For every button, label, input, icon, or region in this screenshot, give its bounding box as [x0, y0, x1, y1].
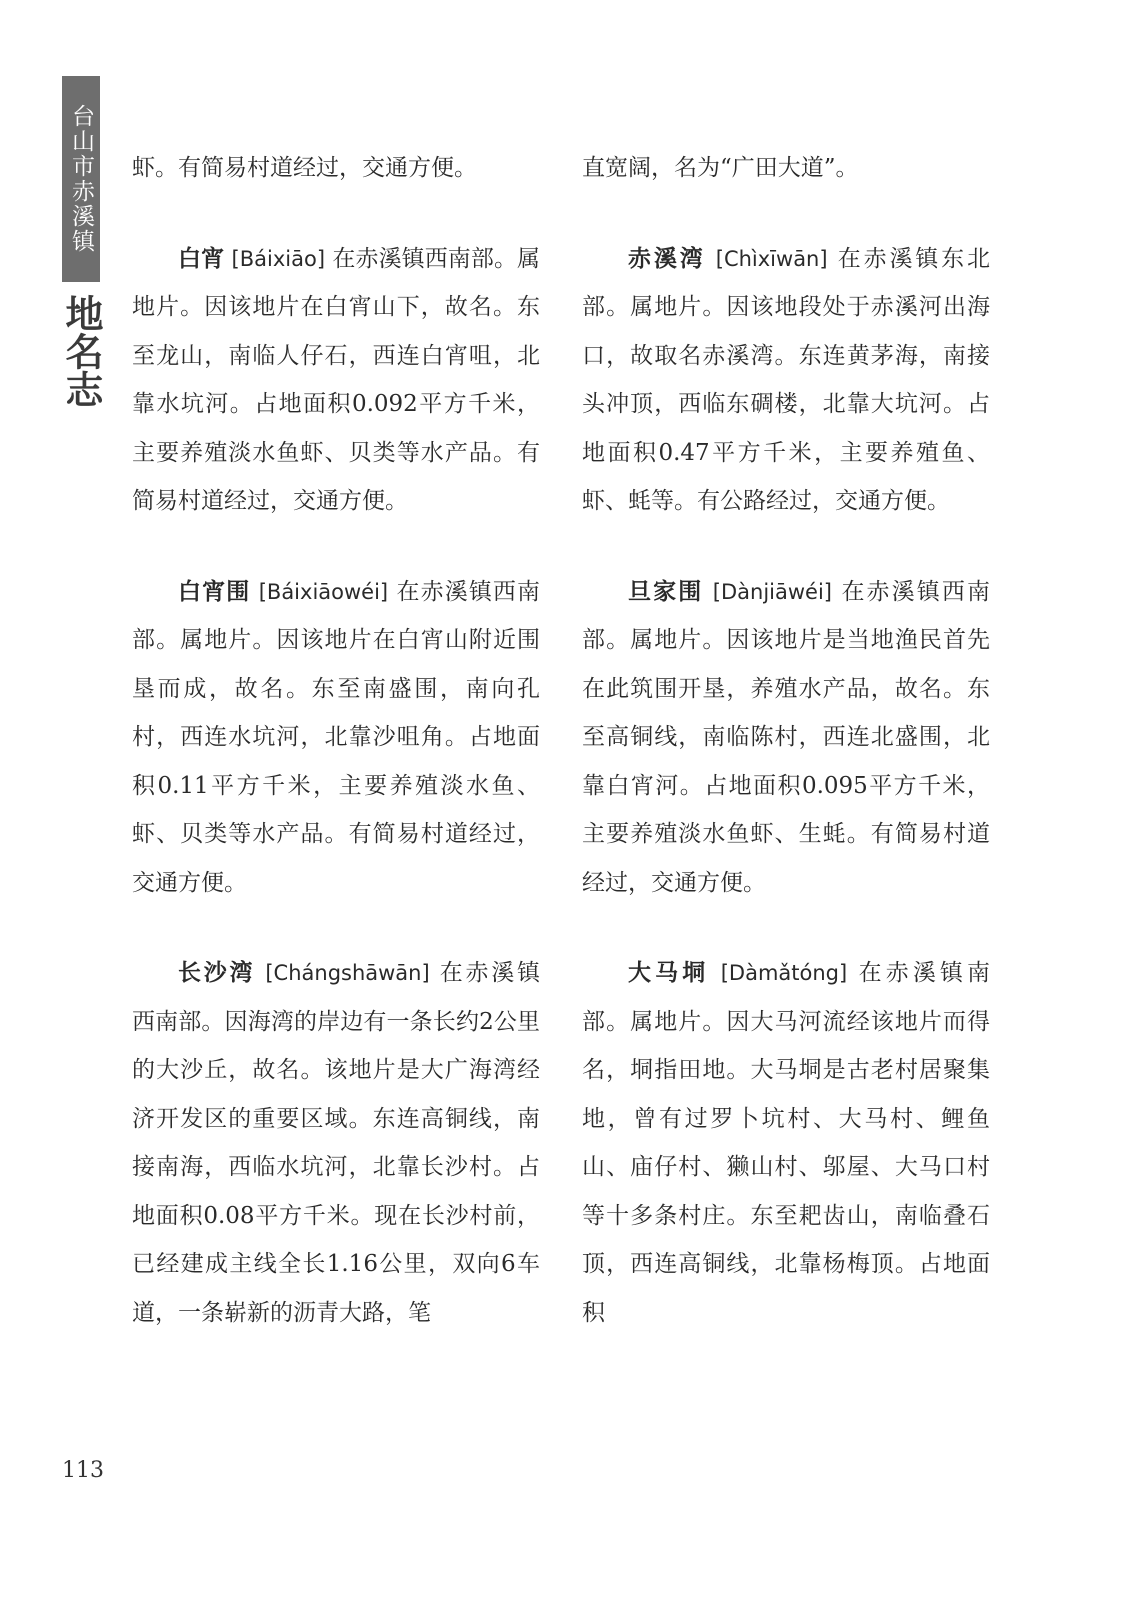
entry-changshawan — [132, 949, 540, 1337]
entry-danjiawei — [582, 568, 990, 908]
entry-name: 旦家围 — [628, 577, 704, 605]
continuation-text: 虾。有简易村道经过，交通方便。 — [132, 155, 477, 181]
page-number: 113 — [62, 1458, 104, 1483]
entry-baixiaowei — [132, 568, 540, 908]
entry-name: 长沙湾 — [178, 959, 256, 986]
entry-name: 赤溪湾 — [628, 244, 706, 272]
entry-pinyin: [Báixiāowéi] — [258, 579, 389, 604]
entry-name: 白宵 — [178, 244, 225, 272]
entry-body: 在赤溪镇西南部。属地片。因该地片在白宵山下，故名。东至龙山，南临人仔石，西连白宵咀，北靠水坑河。占地面积0.092平方千米，主要养殖淡水鱼虾、贝类等水产品。有简易村道经过，交通方便。 — [132, 245, 541, 514]
entry-body: 在赤溪镇西南部。属地片。因该地片是当地渔民首先在此筑围开垦，养殖水产品，故名。东至高铜线，南临陈村，西连北盛围，北靠白宵河。占地面积0.095平方千米，主要养殖淡水鱼虾、生蚝。有简易村道经过，交通方便。 — [582, 578, 991, 896]
entry-body: 在赤溪镇西南部。因海湾的岸边有一条长约2公里的大沙丘，故名。该地片是大广海湾经济开发区的重要区域。东连高铜线，南接南海，西临水坑河，北靠长沙村。占地面积0.08平方千米。现在长沙村前，已经建成主线全长1.16公里，双向6车道，一条崭新的沥青大路，笔 — [132, 960, 541, 1326]
entry-baixiao — [132, 235, 540, 526]
entry-pinyin: [Chìxīwān] — [715, 246, 828, 271]
entry-pinyin: [Báixiāo] — [231, 246, 326, 271]
entry-name: 大马垌 — [628, 959, 710, 986]
entry-body: 在赤溪镇西南部。属地片。因该地片在白宵山附近围垦而成，故名。东至南盛围，南向孔村，西连水坑河，北靠沙咀角。占地面积0.11平方千米，主要养殖淡水鱼、虾、贝类等水产品。有简易村道经过，交通方便。 — [132, 578, 541, 896]
entry-body: 在赤溪镇南部。属地片。因大马河流经该地片而得名，垌指田地。大马垌是古老村居聚集地，曾有过罗卜坑村、大马村、鲤鱼山、庙仔村、獭山村、邬屋、大马口村等十多条村庄。东至耙齿山，南临叠石顶，西连高铜线，北靠杨梅顶。占地面积 — [582, 960, 991, 1326]
entry-pinyin: [Chángshāwān] — [265, 961, 430, 985]
left-column — [132, 144, 540, 1379]
entry-pinyin: [Dàmǎtóng] — [720, 961, 848, 985]
side-tab — [62, 76, 100, 282]
side-tab-label: 台山市赤溪镇 — [68, 104, 94, 254]
book-title: 地名志 — [59, 294, 103, 408]
entry-body: 在赤溪镇东北部。属地片。因该地段处于赤溪河出海口，故取名赤溪湾。东连黄茅海，南接头冲顶，西临东碉楼，北靠大坑河。占地面积0.47平方千米，主要养殖鱼、虾、蚝等。有公路经过，交通方便。 — [582, 245, 991, 514]
entry-name: 白宵围 — [178, 577, 251, 605]
entry-pinyin: [Dànjiāwéi] — [712, 579, 832, 604]
continuation-text: 直宽阔，名为“广田大道”。 — [582, 155, 859, 181]
entry-damatong — [582, 949, 990, 1337]
right-column — [582, 144, 990, 1379]
entry-chixiwan — [582, 235, 990, 526]
